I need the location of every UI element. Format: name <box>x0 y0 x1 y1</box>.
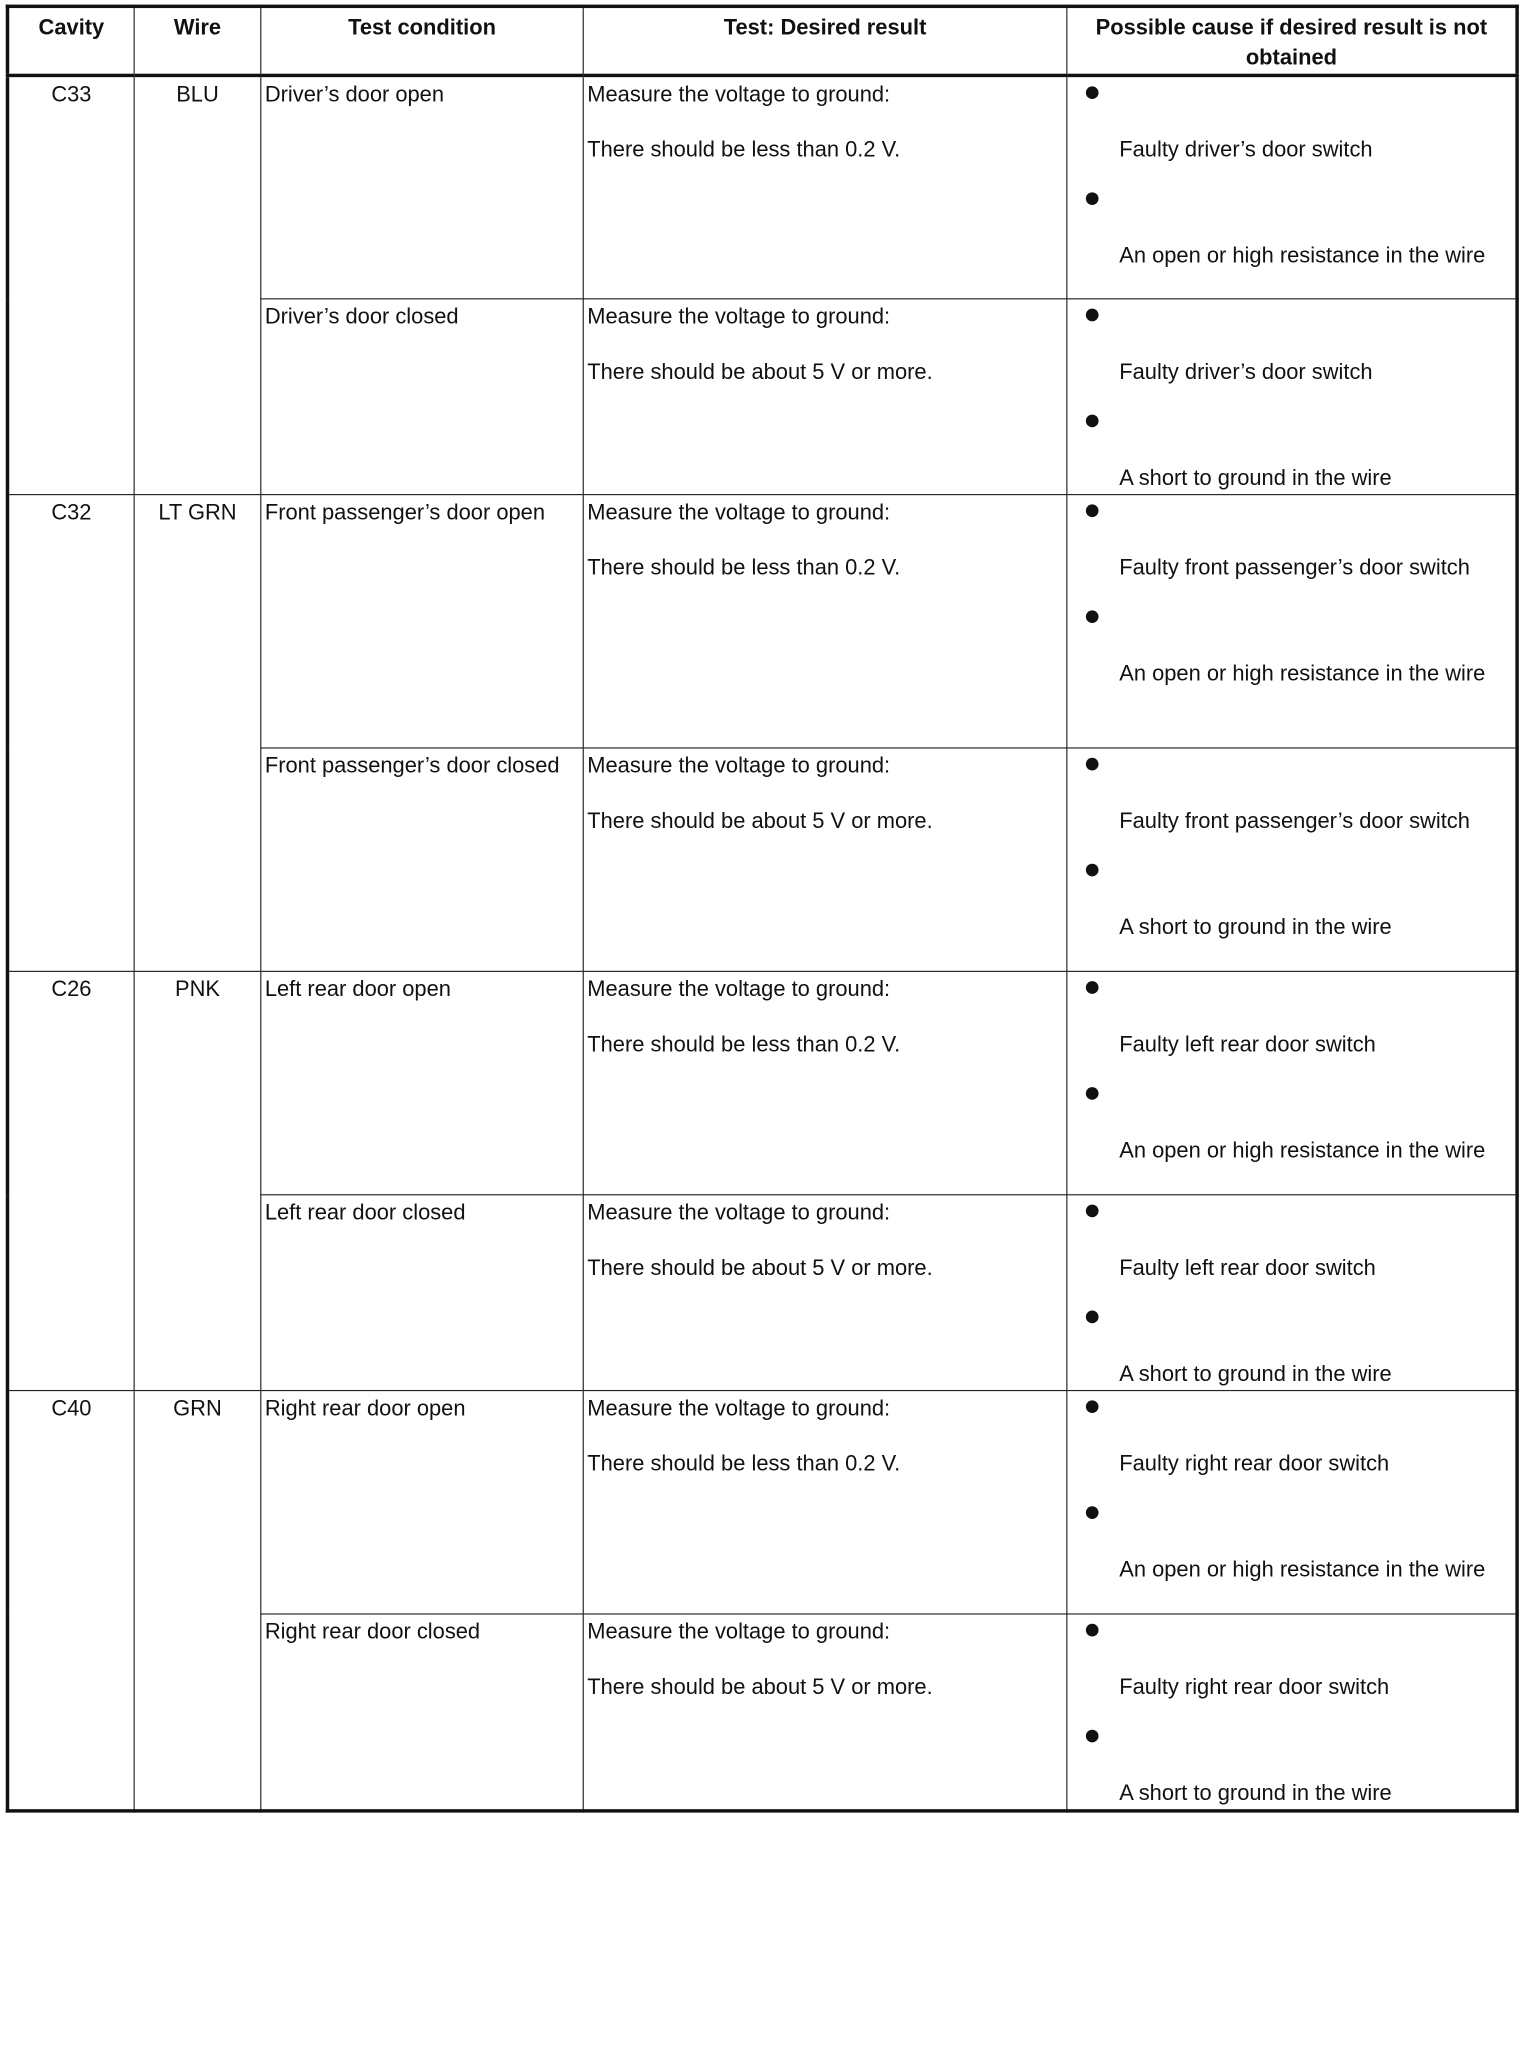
result-expected: There should be about 5 V or more. <box>587 1256 933 1281</box>
desired-result-cell <box>583 971 1067 1194</box>
result-instruction: Measure the voltage to ground: <box>587 977 891 1002</box>
bullet-icon <box>1086 758 1099 771</box>
result-instruction: Measure the voltage to ground: <box>587 1620 891 1645</box>
table-row <box>7 1391 1517 1614</box>
bullet-icon <box>1086 309 1099 322</box>
result-expected: There should be less than 0.2 V. <box>587 1452 901 1477</box>
bullet-icon <box>1086 193 1099 206</box>
cause-text: Faulty left rear door switch <box>1119 1032 1376 1058</box>
test-condition-cell: Right rear door open <box>261 1391 583 1614</box>
possible-cause-cell <box>1067 75 1517 298</box>
possible-cause-cell <box>1067 748 1517 971</box>
bullet-icon <box>1086 1730 1099 1743</box>
cause-text: An open or high resistance in the wire <box>1119 1558 1486 1583</box>
possible-cause-cell <box>1067 1614 1517 1811</box>
wire-color-cell: PNK <box>134 971 261 1390</box>
desired-result-cell <box>583 1391 1067 1614</box>
desired-result-cell <box>583 299 1067 495</box>
header-row <box>7 6 1517 75</box>
possible-cause-cell <box>1067 495 1517 748</box>
cause-text: Faulty front passenger’s door switch <box>1119 556 1470 581</box>
result-instruction: Measure the voltage to ground: <box>587 305 891 330</box>
cause-text: Faulty right rear door switch <box>1119 1452 1390 1477</box>
test-condition-cell: Front passenger’s door open <box>261 495 583 748</box>
header-cavity: Cavity <box>7 6 134 75</box>
cavity-cell: C40 <box>7 1391 134 1811</box>
cavity-cell: C32 <box>7 495 134 972</box>
desired-result-cell <box>583 748 1067 971</box>
wire-color-cell: BLU <box>134 75 261 494</box>
cause-text: An open or high resistance in the wire <box>1119 244 1486 269</box>
possible-cause-cell <box>1067 971 1517 1194</box>
desired-result-cell <box>583 75 1067 298</box>
desired-result-cell <box>583 1195 1067 1391</box>
test-condition-cell: Left rear door open <box>261 971 583 1194</box>
result-instruction: Measure the voltage to ground: <box>587 754 891 779</box>
result-instruction: Measure the voltage to ground: <box>587 1201 891 1226</box>
bullet-icon <box>1086 1205 1099 1218</box>
bullet-icon <box>1086 1088 1099 1101</box>
test-condition-cell: Driver’s door open <box>261 75 583 298</box>
bullet-icon <box>1086 1311 1099 1324</box>
header-test-condition: Test condition <box>261 6 583 75</box>
bullet-icon <box>1086 505 1099 518</box>
result-instruction: Measure the voltage to ground: <box>587 82 891 108</box>
result-expected: There should be about 5 V or more. <box>587 1675 933 1700</box>
possible-cause-cell <box>1067 299 1517 495</box>
desired-result-cell <box>583 495 1067 748</box>
result-instruction: Measure the voltage to ground: <box>587 1396 891 1422</box>
door-switch-test-table <box>6 5 1519 1813</box>
result-instruction: Measure the voltage to ground: <box>587 500 891 526</box>
header-possible-cause: Possible cause if desired result is not obtained <box>1067 6 1517 75</box>
result-expected: There should be less than 0.2 V. <box>587 138 901 163</box>
cavity-cell: C33 <box>7 75 134 494</box>
cause-text: Faulty driver’s door switch <box>1119 138 1373 163</box>
cause-text: A short to ground in the wire <box>1119 1781 1392 1806</box>
bullet-icon <box>1086 864 1099 877</box>
cause-text: A short to ground in the wire <box>1119 466 1392 491</box>
result-expected: There should be about 5 V or more. <box>587 809 933 834</box>
bullet-icon <box>1086 1401 1099 1414</box>
bullet-icon <box>1086 1507 1099 1520</box>
bullet-icon <box>1086 87 1099 100</box>
header-wire: Wire <box>134 6 261 75</box>
possible-cause-cell <box>1067 1391 1517 1614</box>
result-expected: There should be about 5 V or more. <box>587 360 933 385</box>
result-expected: There should be less than 0.2 V. <box>587 1032 901 1058</box>
cause-text: A short to ground in the wire <box>1119 915 1392 940</box>
table-row <box>7 495 1517 748</box>
cause-text: An open or high resistance in the wire <box>1119 662 1486 687</box>
cause-text: Faulty front passenger’s door switch <box>1119 809 1470 834</box>
cause-text: An open or high resistance in the wire <box>1119 1138 1486 1164</box>
result-expected: There should be less than 0.2 V. <box>587 556 901 581</box>
possible-cause-cell <box>1067 1195 1517 1391</box>
table-row <box>7 75 1517 298</box>
bullet-icon <box>1086 982 1099 995</box>
cavity-cell: C26 <box>7 971 134 1390</box>
bullet-icon <box>1086 1624 1099 1637</box>
wire-color-cell: LT GRN <box>134 495 261 972</box>
bullet-icon <box>1086 415 1099 428</box>
cause-text: Faulty right rear door switch <box>1119 1675 1390 1700</box>
test-condition-cell: Left rear door closed <box>261 1195 583 1391</box>
table-row <box>7 971 1517 1194</box>
cause-text: A short to ground in the wire <box>1119 1362 1392 1387</box>
test-condition-cell: Driver’s door closed <box>261 299 583 495</box>
cause-text: Faulty driver’s door switch <box>1119 360 1373 385</box>
test-condition-cell: Front passenger’s door closed <box>261 748 583 971</box>
wire-color-cell: GRN <box>134 1391 261 1811</box>
bullet-icon <box>1086 611 1099 624</box>
header-desired-result: Test: Desired result <box>583 6 1067 75</box>
cause-text: Faulty left rear door switch <box>1119 1256 1376 1281</box>
test-condition-cell: Right rear door closed <box>261 1614 583 1811</box>
desired-result-cell <box>583 1614 1067 1811</box>
